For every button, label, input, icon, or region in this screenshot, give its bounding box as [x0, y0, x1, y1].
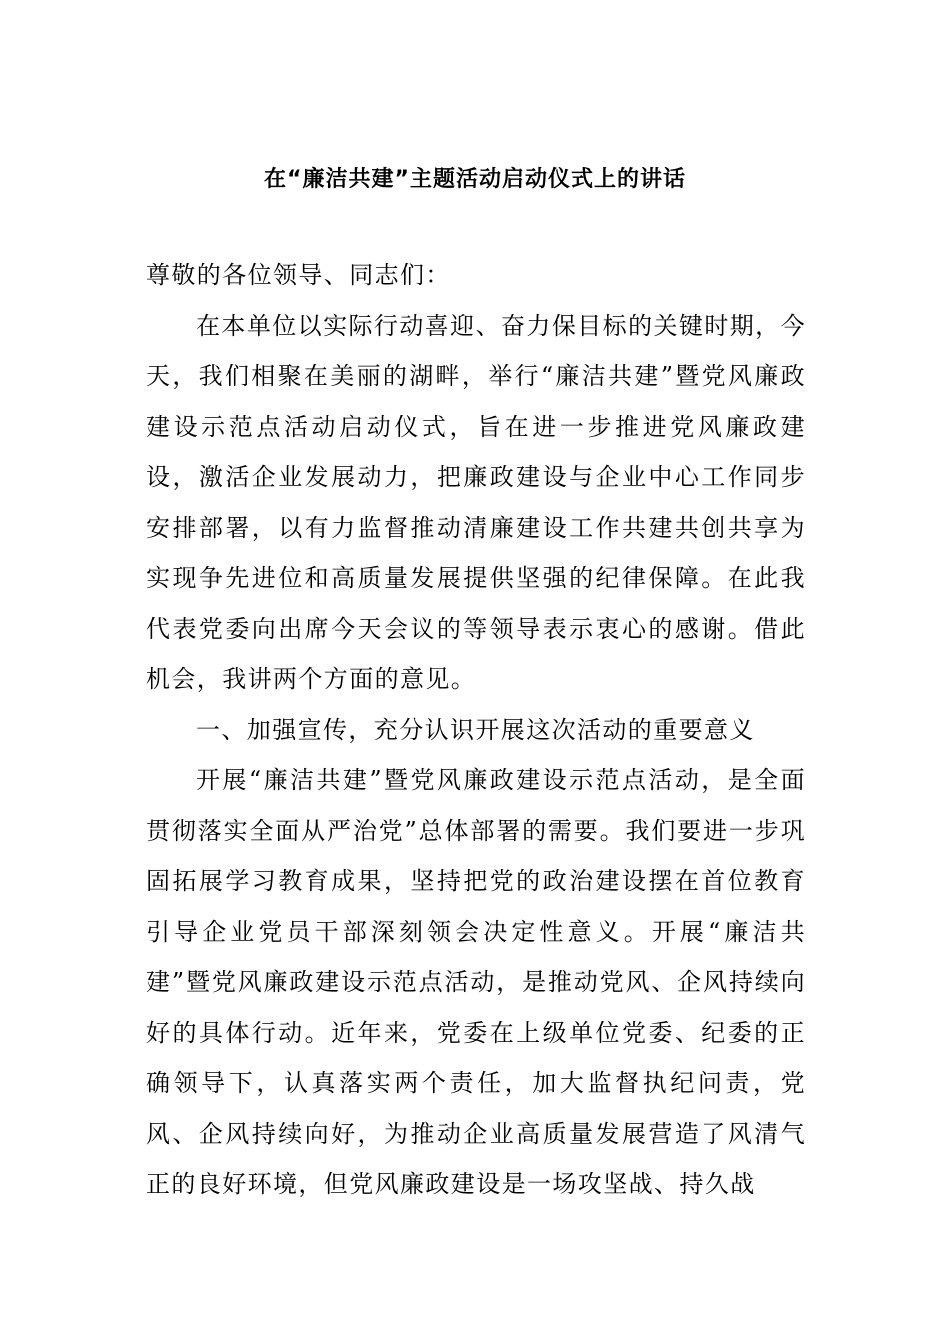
salutation: 尊敬的各位领导、同志们：	[146, 261, 451, 289]
paragraph-section-1: 开展“廉洁共建”暨党风廉政建设示范点活动，是全面贯彻落实全面从严治党”总体部署的需要。我们要进一步巩固拓展学习教育成果，坚持把党的政治建设摆在首位教育引导企业党员干部深刻领会决定性意义。开展“廉洁共建”暨党风廉政建设示范点活动，是推动党风、企风持续向好的具体行动。近年来，党委在上级单位党委、纪委的正确领导下，认真落实两个责任，加大监督执纪问责，党风、企风持续向好，为推动企业高质量发展营造了风清气正的良好环境，但党风廉政建设是一场攻坚战、持久战	[146, 766, 806, 1198]
document-body	[146, 250, 806, 1210]
document-title: 在“廉洁共建”主题活动启动仪式上的讲话	[264, 167, 686, 192]
section-heading-1: 一、加强宣传，充分认识开展这次活动的重要意义	[196, 715, 755, 744]
paragraph-opening: 在本单位以实际行动喜迎、奋力保目标的关键时期，今天，我们相聚在美丽的湖畔，举行“廉洁共建”暨党风廉政建设示范点活动启动仪式，旨在进一步推进党风廉政建设，激活企业发展动力，把廉政建设与企业中心工作同步安排部署，以有力监督推动清廉建设工作共建共创共享为实现争先进位和高质量发展提供坚强的纪律保障。在此我代表党委向出席今天会议的等领导表示衷心的感谢。借此机会，我讲两个方面的意见。	[146, 311, 806, 693]
